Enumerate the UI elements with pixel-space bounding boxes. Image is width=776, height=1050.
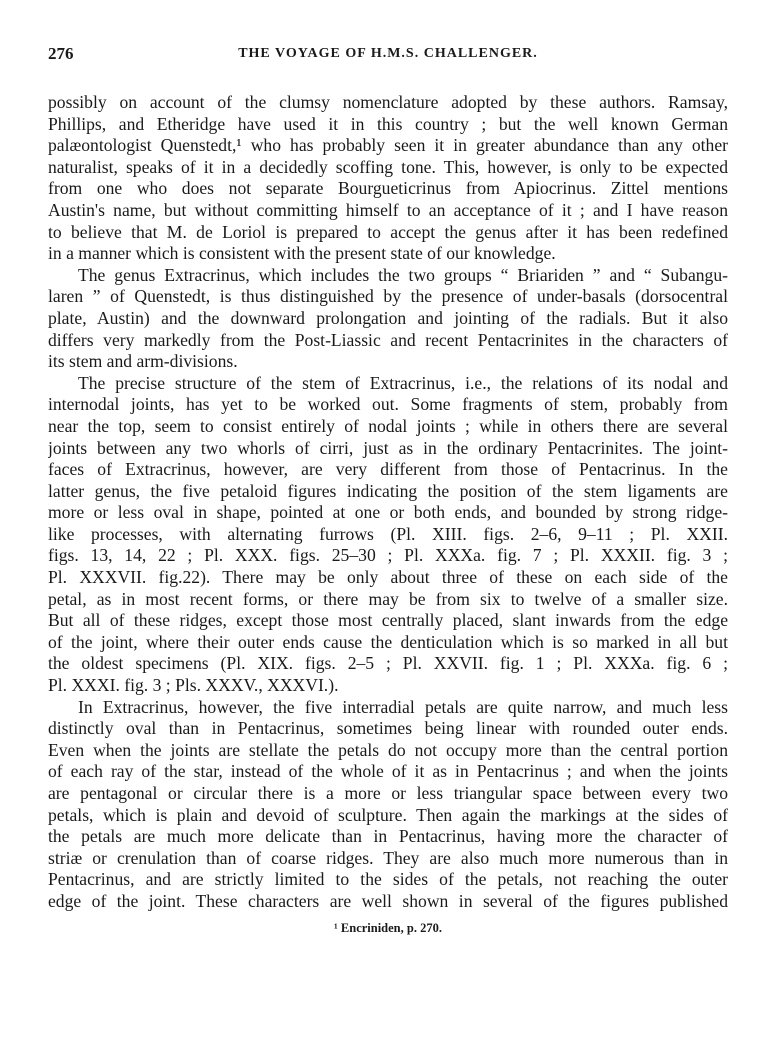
text-line: plate, Austin) and the downward prolongation and jointing of the radials. But it also <box>48 307 728 328</box>
text-line: faces of Extracrinus, however, are very different from those of Pentacrinus. In the <box>48 459 728 480</box>
text-line: The genus Extracrinus, which includes the two groups “ Briariden ” and “ Subangu- <box>78 264 728 285</box>
text-line: of each ray of the star, instead of the whole of it as in Pentacrinus ; and when the joints <box>48 761 728 782</box>
text-line: of the joint, where their outer ends cause the denticulation which is so marked in all but <box>48 631 728 652</box>
text-line: But all of these ridges, except those most centrally placed, slant inwards from the edge <box>48 610 728 631</box>
paragraph-3 <box>48 373 728 697</box>
text-line: edge of the joint. These characters are well shown in several of the figures published <box>48 890 728 911</box>
page-number: 276 <box>48 44 74 63</box>
text-line: Austin's name, but without committing himself to an acceptance of it ; and I have reason <box>48 199 728 220</box>
text-line: the petals are much more delicate than in Pentacrinus, having more the character of <box>48 826 728 847</box>
text-line: Pl. XXXVII. fig.22). There may be only about three of these on each side of the <box>48 567 728 588</box>
text-line: petal, as in most recent forms, or there may be from six to twelve of a smaller size. <box>48 588 728 609</box>
text-line: possibly on account of the clumsy nomenclature adopted by these authors. Ramsay, <box>48 92 728 112</box>
document-page <box>48 44 728 936</box>
text-line: its stem and arm-divisions. <box>48 351 238 372</box>
paragraph-1 <box>48 92 728 265</box>
text-line: from one who does not separate Bourgueticrinus from Apiocrinus. Zittel mentions <box>48 178 728 199</box>
text-line: differs very markedly from the Post-Liassic and recent Pentacrinites in the characters of <box>48 329 728 350</box>
text-line: figs. 13, 14, 22 ; Pl. XXX. figs. 25–30 ; Pl. XXXa. fig. 7 ; Pl. XXXII. fig. 3 ; <box>48 545 728 566</box>
text-line: to believe that M. de Loriol is prepared to accept the genus after it has been redefined <box>48 221 728 242</box>
paragraph-4 <box>48 697 728 913</box>
text-line: internodal joints, has yet to be worked out. Some fragments of stem, probably from <box>48 394 728 415</box>
text-line: distinctly oval than in Pentacrinus, sometimes being linear with rounded outer ends. <box>48 718 728 739</box>
text-line: petals, which is plain and devoid of sculpture. Then again the markings at the sides of <box>48 804 728 825</box>
text-line: like processes, with alternating furrows (Pl. XIII. figs. 2–6, 9–11 ; Pl. XXII. <box>48 523 728 544</box>
text-line: In Extracrinus, however, the five interradial petals are quite narrow, and much less <box>78 696 728 717</box>
text-line: latter genus, the five petaloid figures indicating the position of the stem ligaments are <box>48 480 728 501</box>
paragraph-2 <box>48 265 728 373</box>
text-line: The precise structure of the stem of Extracrinus, i.e., the relations of its nodal and <box>78 372 728 393</box>
text-line: Pl. XXXI. fig. 3 ; Pls. XXXV., XXXVI.). <box>48 675 339 696</box>
text-line: in a manner which is consistent with the present state of our knowledge. <box>48 243 556 264</box>
text-line: the oldest specimens (Pl. XIX. figs. 2–5 ; Pl. XXVII. fig. 1 ; Pl. XXXa. fig. 6 ; <box>48 653 728 674</box>
text-line: Phillips, and Etheridge have used it in this country ; but the well known German <box>48 113 728 134</box>
text-line: near the top, seem to consist entirely of nodal joints ; while in others there are several <box>48 415 728 436</box>
page-header <box>48 44 728 70</box>
text-line: joints between any two whorls of cirri, just as in the ordinary Pentacrinites. The joint- <box>48 437 728 458</box>
running-title: THE VOYAGE OF H.M.S. CHALLENGER. <box>238 46 538 61</box>
text-line: Even when the joints are stellate the petals do not occupy more than the central portion <box>48 739 728 760</box>
footnote: ¹ Encriniden, p. 270. <box>334 920 442 935</box>
text-line: are pentagonal or circular there is a more or less triangular space between every two <box>48 783 728 803</box>
text-line: naturalist, speaks of it in a decidedly scoffing tone. This, however, is only to be expected <box>48 156 728 177</box>
text-line: palæontologist Quenstedt,¹ who has probably seen it in greater abundance than any other <box>48 135 728 156</box>
text-line: striæ or crenulation than of coarse ridges. They are also much more numerous than in <box>48 847 728 868</box>
text-line: Pentacrinus, and are strictly limited to the sides of the petals, not reaching the outer <box>48 869 728 890</box>
text-line: more or less oval in shape, pointed at one or both ends, and bounded by strong ridge- <box>48 502 728 523</box>
text-line: laren ” of Quenstedt, is thus distinguished by the presence of under-basals (dorsocentral <box>48 286 728 307</box>
